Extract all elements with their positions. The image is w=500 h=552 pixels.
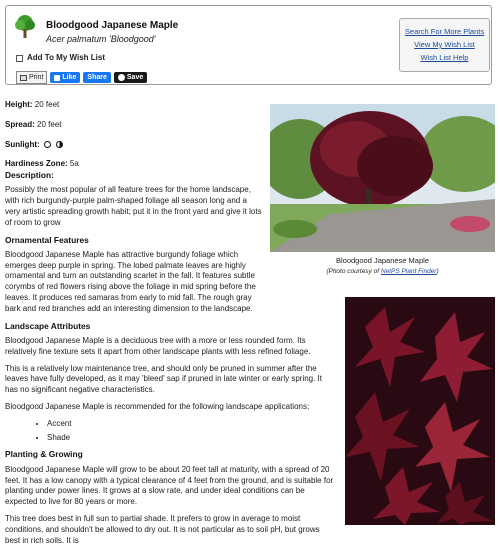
- height-value: 20 feet: [34, 100, 60, 109]
- like-label: Like: [62, 73, 77, 81]
- wishlist-help-link[interactable]: Wish List Help: [420, 53, 469, 63]
- plant-latin-name: Acer palmatum 'Bloodgood': [46, 34, 156, 44]
- planting-heading: Planting & Growing: [5, 449, 83, 460]
- print-label: Print: [29, 73, 44, 81]
- plant-description-content: [5, 170, 495, 552]
- wishlist-label: Add To My Wish List: [27, 53, 105, 62]
- landscape-text-3: Bloodgood Japanese Maple is recommended for the following landscape applications;: [5, 401, 310, 411]
- landscape-heading: Landscape Attributes: [5, 320, 91, 331]
- pinterest-icon: [118, 74, 125, 81]
- description-text: Possibly the most popular of all feature trees for the home landscape, with rich burgundy-purple palm-shaped foliage all season long and a very artistic spreading growth habit; put it in the front yard and give it lots of room to grow: [5, 185, 262, 227]
- save-label: Save: [126, 73, 144, 81]
- share-label: Share: [87, 73, 107, 81]
- thumbs-up-icon: [54, 75, 60, 81]
- planting-text-2: This tree does best in full sun to partial shade. It prefers to grow in average to moist conditions, and shouldn't be allowed to dry out. It is not particular as to soil pH, but grows best in rich soils. It is: [5, 513, 320, 545]
- wishlist-checkbox[interactable]: [16, 55, 23, 62]
- hardiness-value: 5a: [69, 159, 79, 169]
- spread-value: 20 feet: [37, 119, 62, 129]
- landscape-text-1: Bloodgood Japanese Maple is a deciduous tree with a more or less rounded form. Its relatively fine texture sets it apart from other landscape plants with less refined foliage.: [5, 336, 311, 356]
- spread-row: [5, 120, 260, 131]
- photo-caption: Bloodgood Japanese Maple: [336, 256, 429, 265]
- plant-attributes: [5, 100, 260, 179]
- facebook-like-button[interactable]: [50, 72, 80, 83]
- ornamental-text: Bloodgood Japanese Maple has attractive burgundy foliage which emerges deep purple in spring. The lobed palmate leaves are highly ornamental and turn an outstanding scarlet in the fall. It features subtle corymbs of red flowers rising above the foliage in mid spring before the leaves. It produces red samaras from early to mid fall. The rough gray bark and red branches add an interesting dimension to the landscape.: [5, 249, 256, 313]
- height-label: Height:: [5, 100, 33, 109]
- view-wishlist-link[interactable]: View My Wish List: [414, 39, 475, 49]
- hardiness-row: [5, 159, 260, 170]
- plant-header: [5, 5, 492, 85]
- landscape-text-2: This is a relatively low maintenance tree, and should only be pruned in summer after the leaves have fully developed, as it may 'bleed' sap if pruned in late winter or early spring. It has no significant negative characteristics.: [5, 363, 323, 395]
- ornamental-heading: Ornamental Features: [5, 234, 89, 245]
- credit-suffix: ): [436, 268, 439, 275]
- description-heading: Description:: [5, 170, 54, 180]
- wishlist-links-box: [399, 18, 490, 72]
- credit-prefix: (Photo courtesy of: [326, 268, 381, 275]
- printer-icon: [20, 75, 27, 81]
- print-button[interactable]: [16, 71, 47, 84]
- sunlight-label: Sunlight:: [5, 139, 40, 149]
- sunlight-row: [5, 140, 260, 151]
- spread-label: Spread:: [5, 119, 35, 129]
- full-sun-icon: [44, 141, 51, 148]
- partial-shade-icon: [56, 141, 63, 148]
- facebook-share-button[interactable]: [83, 72, 110, 83]
- height-row: [5, 100, 260, 111]
- pinterest-save-button[interactable]: [114, 72, 147, 83]
- hardiness-label: Hardiness Zone:: [5, 159, 68, 169]
- list-item: • Shade: [47, 433, 495, 444]
- planting-text-1: Bloodgood Japanese Maple will grow to be about 20 feet tall at maturity, with a spread of 20 feet. It has a low canopy with a typical clearance of 4 feet from the ground, and is suitable for planting under power lines. It grows at a slow rate, and under ideal conditions can be expected to live for 80 years or more.: [5, 464, 334, 507]
- landscape-applications-list: [5, 419, 495, 444]
- tree-icon: [14, 14, 36, 40]
- search-plants-link[interactable]: Search For More Plants: [404, 26, 485, 36]
- plant-title: Bloodgood Japanese Maple: [46, 20, 179, 31]
- add-to-wishlist[interactable]: [16, 53, 105, 64]
- netps-plant-finder-link[interactable]: NetPS Plant Finder: [380, 268, 437, 275]
- share-toolbar: [16, 71, 147, 84]
- list-item: • Accent: [47, 419, 495, 430]
